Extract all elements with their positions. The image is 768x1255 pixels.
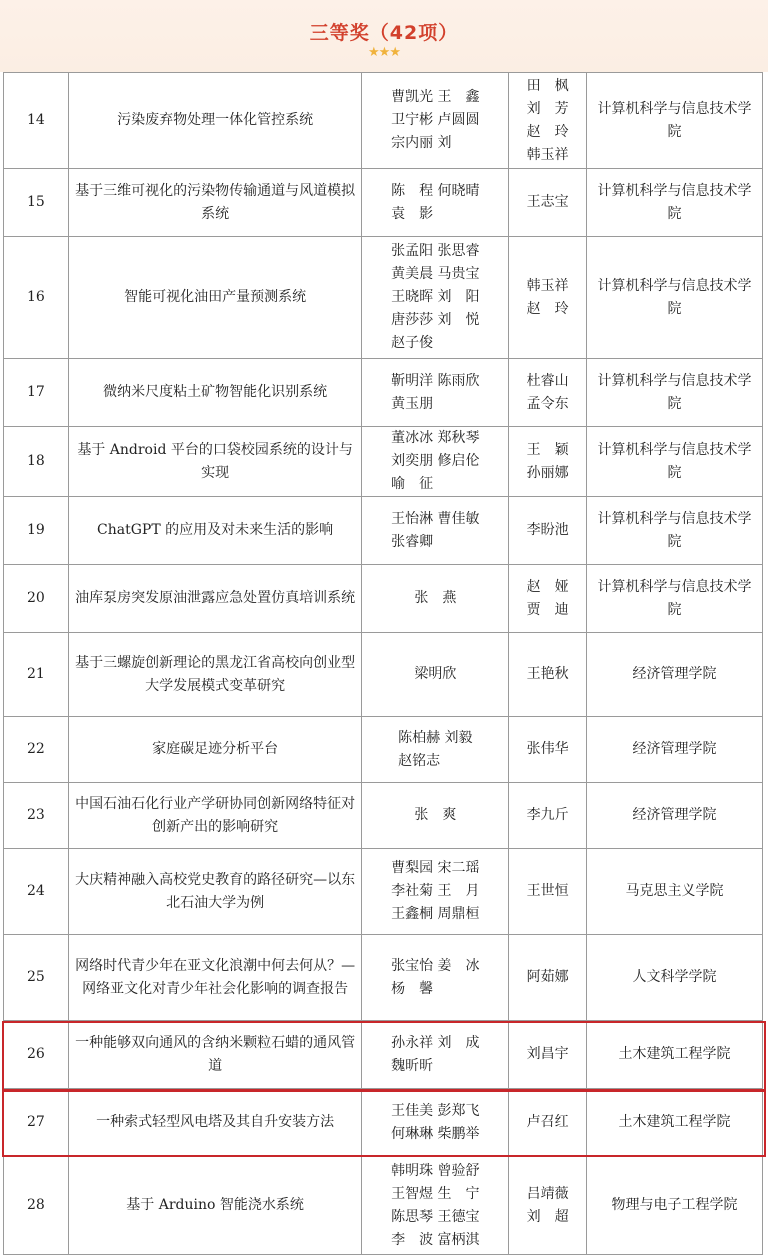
member-line: 董冰冰 郑秋琴 <box>391 430 480 446</box>
college-name: 计算机科学与信息技术学院 <box>586 359 762 427</box>
advisors-cell <box>509 359 587 427</box>
table-row <box>4 1021 763 1089</box>
table-row <box>4 497 763 565</box>
members-cell <box>362 427 509 497</box>
member-line: 黄玉朋 <box>391 395 434 412</box>
row-number: 28 <box>4 1157 69 1255</box>
project-title: 一种能够双向通风的含纳米颗粒石蜡的通风管道 <box>68 1021 362 1089</box>
member-line: 曹凯光 王 鑫 <box>391 89 480 105</box>
advisor-line: 赵 玲 <box>526 300 569 317</box>
row-number: 17 <box>4 359 69 427</box>
project-title: 基于三螺旋创新理论的黑龙江省高校向创业型大学发展模式变革研究 <box>68 633 362 717</box>
advisor-line: 杜睿山 <box>526 372 569 389</box>
members-cell <box>362 359 509 427</box>
advisors-cell <box>509 717 587 783</box>
advisor-line: 张伟华 <box>526 741 569 757</box>
members-cell <box>362 497 509 565</box>
member-line: 宗内丽 刘 <box>391 135 452 151</box>
member-line: 袁 影 <box>391 205 434 222</box>
member-line: 赵子俊 <box>391 335 434 351</box>
table-row <box>4 169 763 237</box>
advisor-line: 李九斤 <box>526 807 569 823</box>
project-title: 大庆精神融入高校党史教育的路径研究—以东北石油大学为例 <box>68 849 362 935</box>
advisors-cell <box>509 169 587 237</box>
members-list <box>398 727 472 773</box>
members-cell <box>362 783 509 849</box>
members-list <box>391 857 479 926</box>
advisors-cell <box>509 1021 587 1089</box>
member-line: 孙永祥 刘 成 <box>391 1034 480 1051</box>
advisors-cell <box>509 783 587 849</box>
members-cell <box>362 1021 509 1089</box>
table-row <box>4 633 763 717</box>
advisors-cell <box>509 1089 587 1157</box>
table-row <box>4 359 763 427</box>
advisors-cell <box>509 237 587 359</box>
members-cell <box>362 717 509 783</box>
advisor-line: 刘 超 <box>526 1208 569 1225</box>
awards-table-body <box>4 73 763 1255</box>
row-number: 24 <box>4 849 69 935</box>
advisor-line: 贾 迪 <box>526 601 569 618</box>
member-line: 李 波 富柄淇 <box>391 1231 480 1248</box>
college-name: 计算机科学与信息技术学院 <box>586 73 762 169</box>
college-name: 计算机科学与信息技术学院 <box>586 237 762 359</box>
advisors-cell <box>509 1157 587 1255</box>
members-list <box>414 663 456 686</box>
advisor-line: 赵 娅 <box>526 578 569 595</box>
member-line: 王鑫桐 周鼎桓 <box>391 906 480 922</box>
advisor-line: 卢召红 <box>526 1114 569 1130</box>
row-number: 20 <box>4 565 69 633</box>
table-row <box>4 237 763 359</box>
college-name: 计算机科学与信息技术学院 <box>586 169 762 237</box>
college-name: 经济管理学院 <box>586 633 762 717</box>
members-list <box>391 427 479 496</box>
table-row <box>4 427 763 497</box>
row-number: 15 <box>4 169 69 237</box>
stars-icon: ★★★ <box>368 45 400 60</box>
member-line: 王怡淋 曹佳敏 <box>391 510 480 527</box>
member-line: 陈思琴 王德宝 <box>391 1208 480 1225</box>
advisors-cell <box>509 935 587 1021</box>
advisor-line: 韩玉祥 <box>526 146 569 163</box>
advisors-cell <box>509 849 587 935</box>
row-number: 19 <box>4 497 69 565</box>
member-line: 何琳琳 柴鹏举 <box>391 1125 480 1142</box>
project-title: 家庭碳足迹分析平台 <box>68 717 362 783</box>
project-title: 网络时代青少年在亚文化浪潮中何去何从？—网络亚文化对青少年社会化影响的调查报告 <box>68 935 362 1021</box>
member-line: 喻 征 <box>391 476 434 492</box>
members-cell <box>362 1157 509 1255</box>
section-banner <box>0 0 768 72</box>
college-name: 计算机科学与信息技术学院 <box>586 427 762 497</box>
member-line: 曹梨园 宋二瑶 <box>391 860 480 876</box>
advisor-line: 王 颖 <box>526 441 569 458</box>
member-line: 魏昕昕 <box>391 1057 434 1074</box>
members-cell <box>362 565 509 633</box>
project-title: 智能可视化油田产量预测系统 <box>68 237 362 359</box>
member-line: 张 爽 <box>414 807 457 823</box>
table-row <box>4 849 763 935</box>
members-cell <box>362 237 509 359</box>
college-name: 物理与电子工程学院 <box>586 1157 762 1255</box>
members-list <box>391 1160 479 1252</box>
advisor-line: 韩玉祥 <box>526 277 569 294</box>
college-name: 土木建筑工程学院 <box>586 1021 762 1089</box>
row-number: 14 <box>4 73 69 169</box>
college-name: 经济管理学院 <box>586 783 762 849</box>
project-title: 中国石油石化行业产学研协同创新网络特征对创新产出的影响研究 <box>68 783 362 849</box>
member-line: 陈柏赫 刘毅 <box>398 729 473 746</box>
advisor-line: 孟令东 <box>526 395 569 412</box>
advisors-cell <box>509 633 587 717</box>
project-title: 微纳米尺度粘土矿物智能化识别系统 <box>68 359 362 427</box>
college-name: 土木建筑工程学院 <box>586 1089 762 1157</box>
project-title: ChatGPT 的应用及对未来生活的影响 <box>68 497 362 565</box>
section-title: 三等奖（42项） <box>309 22 459 44</box>
college-name: 经济管理学院 <box>586 717 762 783</box>
members-list <box>414 587 456 610</box>
member-line: 卫宁彬 卢圆圆 <box>391 112 480 128</box>
member-line: 张宝怡 姜 冰 <box>391 957 480 974</box>
college-name: 人文科学学院 <box>586 935 762 1021</box>
table-row <box>4 73 763 169</box>
advisor-line: 孙丽娜 <box>526 464 569 481</box>
members-cell <box>362 1089 509 1157</box>
advisor-line: 王艳秋 <box>526 666 569 682</box>
member-line: 赵铭志 <box>398 752 441 769</box>
members-list <box>391 180 479 226</box>
members-list <box>391 955 479 1001</box>
members-list <box>414 804 456 827</box>
project-title: 油库泵房突发原油泄露应急处置仿真培训系统 <box>68 565 362 633</box>
advisors-cell <box>509 497 587 565</box>
row-number: 22 <box>4 717 69 783</box>
member-line: 刘奕朋 修启伦 <box>391 453 480 469</box>
advisor-line: 阿茹娜 <box>526 969 569 985</box>
table-row <box>4 717 763 783</box>
member-line: 王佳美 彭郑飞 <box>391 1102 480 1119</box>
advisor-line: 王世恒 <box>526 883 569 899</box>
project-title: 基于 Android 平台的口袋校园系统的设计与实现 <box>68 427 362 497</box>
awards-table <box>3 72 763 1255</box>
project-title: 污染废弃物处理一体化管控系统 <box>68 73 362 169</box>
row-number: 18 <box>4 427 69 497</box>
member-line: 张睿卿 <box>391 533 434 550</box>
advisor-line: 王志宝 <box>526 194 569 210</box>
advisors-cell <box>509 565 587 633</box>
advisors-cell <box>509 73 587 169</box>
college-name: 马克思主义学院 <box>586 849 762 935</box>
members-list <box>391 1100 479 1146</box>
member-line: 王晓晖 刘 阳 <box>391 289 480 305</box>
member-line: 李社菊 王 月 <box>391 883 480 899</box>
project-title: 基于 Arduino 智能浇水系统 <box>68 1157 362 1255</box>
member-line: 王智煜 生 宁 <box>391 1185 480 1202</box>
member-line: 张 燕 <box>414 590 457 606</box>
advisor-line: 田 枫 <box>526 77 569 94</box>
members-list <box>391 240 479 355</box>
members-list <box>391 508 479 554</box>
college-name: 计算机科学与信息技术学院 <box>586 565 762 633</box>
table-row <box>4 565 763 633</box>
members-cell <box>362 849 509 935</box>
project-title: 基于三维可视化的污染物传输通道与风道模拟系统 <box>68 169 362 237</box>
members-list <box>391 1032 479 1078</box>
row-number: 16 <box>4 237 69 359</box>
members-cell <box>362 169 509 237</box>
table-row <box>4 935 763 1021</box>
table-row <box>4 1089 763 1157</box>
row-number: 23 <box>4 783 69 849</box>
advisors-cell <box>509 427 587 497</box>
member-line: 梁明欣 <box>414 666 457 682</box>
table-row <box>4 1157 763 1255</box>
college-name: 计算机科学与信息技术学院 <box>586 497 762 565</box>
members-list <box>391 86 479 155</box>
member-line: 黄美晨 马贵宝 <box>391 266 480 282</box>
row-number: 27 <box>4 1089 69 1157</box>
advisor-line: 吕靖薇 <box>526 1185 569 1202</box>
row-number: 26 <box>4 1021 69 1089</box>
advisor-line: 刘昌宇 <box>526 1046 569 1062</box>
row-number: 21 <box>4 633 69 717</box>
member-line: 唐莎莎 刘 悦 <box>391 312 480 328</box>
members-cell <box>362 73 509 169</box>
member-line: 韩明珠 曾验舒 <box>391 1162 480 1179</box>
member-line: 靳明洋 陈雨欣 <box>391 372 480 389</box>
advisor-line: 李盼池 <box>526 522 569 538</box>
project-title: 一种索式轻型风电塔及其自升安装方法 <box>68 1089 362 1157</box>
members-list <box>391 370 479 416</box>
row-number: 25 <box>4 935 69 1021</box>
members-cell <box>362 935 509 1021</box>
member-line: 陈 程 何晓晴 <box>391 182 480 199</box>
advisor-line: 刘 芳 <box>526 100 569 117</box>
advisor-line: 赵 玲 <box>526 123 569 140</box>
table-row <box>4 783 763 849</box>
member-line: 张孟阳 张思睿 <box>391 243 480 259</box>
members-cell <box>362 633 509 717</box>
member-line: 杨 馨 <box>391 980 434 997</box>
